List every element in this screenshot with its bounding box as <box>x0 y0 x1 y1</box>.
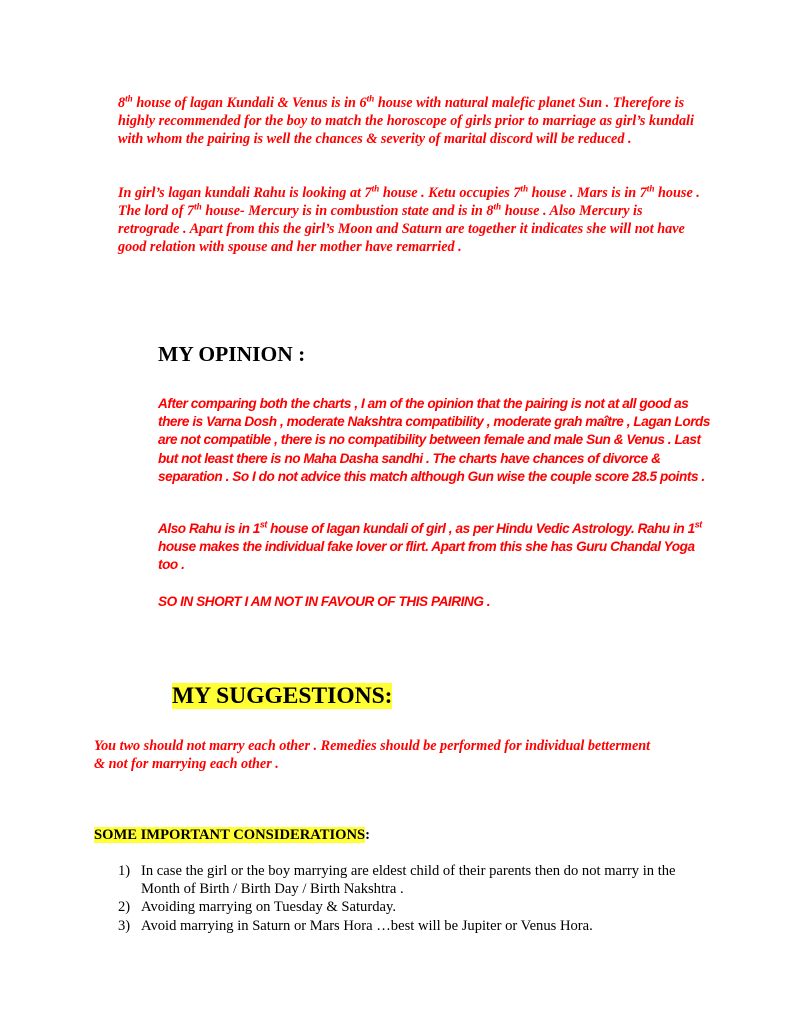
considerations-list <box>118 862 718 935</box>
suggestions-heading-text: MY SUGGESTIONS: <box>172 683 393 709</box>
opinion-paragraph-2: Also Rahu is in 1st house of lagan kundali of girl , as per Hindu Vedic Astrology. Rahu in 1st house makes the individual fake lover or flirt. Apart from this she has Guru Chandal Yoga too . <box>158 519 702 573</box>
considerations-heading-text: SOME IMPORTANT CONSIDERATIONS <box>94 827 366 843</box>
suggestions-text: You two should not marry each other . Remedies should be performed for individual betterment & not for marrying each other . <box>94 738 651 772</box>
considerations-heading: SOME IMPORTANT CONSIDERATIONS: <box>94 827 371 843</box>
opinion-paragraph-1: After comparing both the charts , I am of the opinion that the pairing is not at all good as there is Varna Dosh , moderate Nakshtra compatibility , moderate grah maître , Lagan Lords are not compatible , there is no compatibility between female and male Sun & Venus . Last but not least there is no Maha Dasha sandhi . The charts have chances of divorce & separation . So I do not advice this match although Gun wise the couple score 28.5 points . <box>158 396 710 484</box>
opinion-conclusion: SO IN SHORT I AM NOT IN FAVOUR OF THIS PAIRING . <box>158 594 491 609</box>
list-item: 1) In case the girl or the boy marrying are eldest child of their parents then do not marry in the Month of Birth / Birth Day / Birth Nakshtra . <box>118 863 676 898</box>
list-item: 2) Avoiding marrying on Tuesday & Saturday. <box>118 899 396 916</box>
opinion-heading: MY OPINION : <box>158 342 306 366</box>
list-item: 3) Avoid marrying in Saturn or Mars Hora …best will be Jupiter or Venus Hora. <box>118 917 593 934</box>
intro-paragraph-1: 8th house of lagan Kundali & Venus is in 6th house with natural malefic planet Sun . Therefore is highly recommended for the boy to match the horoscope of girls prior to marriage as girl’s kundali with whom the pairing is well the chances & severity of marital discord will be reduced . <box>118 93 694 147</box>
intro-paragraph-2: In girl’s lagan kundali Rahu is looking at 7th house . Ketu occupies 7th house . Mars is in 7th house . The lord of 7th house- Mercury is in combustion state and is in 8th house . Also Mercury is retrograde . Apart from this the girl’s Moon and Saturn are together it indicates she will not have good relation with spouse and her mother have remarried . <box>118 183 700 255</box>
suggestions-heading <box>172 682 392 710</box>
